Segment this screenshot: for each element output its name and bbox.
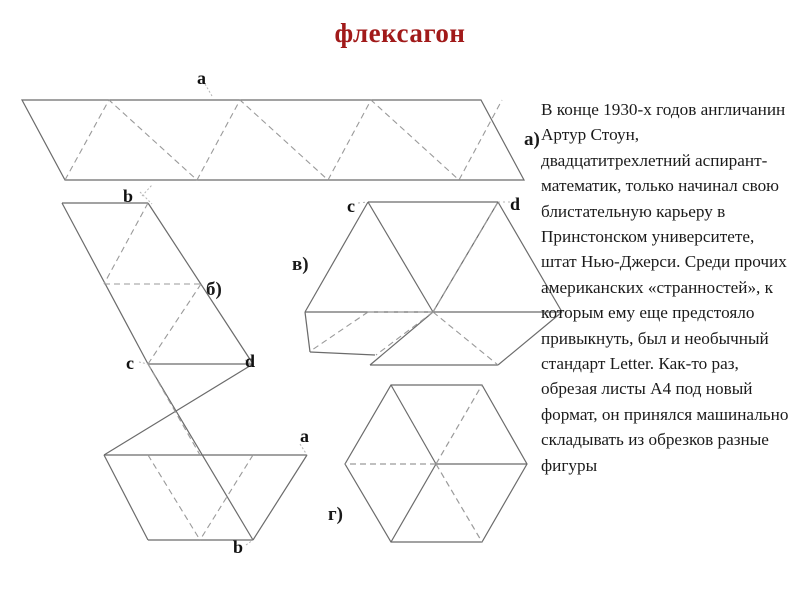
v-edge-down-left bbox=[370, 312, 433, 365]
leader-v-c bbox=[358, 202, 368, 203]
leader-fold-b2 bbox=[246, 540, 253, 545]
vertex-label-v-c: c bbox=[347, 196, 355, 216]
v-edge-flap-base bbox=[310, 352, 375, 355]
vertex-label-v-d: d bbox=[510, 194, 521, 214]
strip-fold-zigzag bbox=[65, 100, 502, 180]
hex-radius-se bbox=[436, 464, 482, 542]
leader-fold-b bbox=[140, 192, 152, 204]
figure-v-fold-lines bbox=[312, 202, 498, 365]
leader-strip-b bbox=[142, 185, 152, 196]
fold-dash-5 bbox=[148, 455, 200, 540]
vertex-label-fold-a2: a bbox=[300, 426, 309, 446]
figure-label-g: г) bbox=[328, 504, 343, 525]
figure-label-a: а) bbox=[524, 129, 540, 150]
fold-edge-left-3 bbox=[104, 455, 148, 540]
hex-radius-sw bbox=[391, 464, 436, 542]
fold-edge-left-2 bbox=[148, 364, 253, 540]
figure-label-b: б) bbox=[206, 279, 222, 300]
v-dash-5 bbox=[433, 312, 498, 365]
fold-dash-3 bbox=[148, 284, 201, 364]
strip-outline bbox=[22, 100, 524, 180]
figure-a-triangle-strip bbox=[22, 84, 524, 196]
vertex-label-fold-c: c bbox=[126, 353, 134, 373]
vertex-label-fold-b2: b bbox=[233, 537, 244, 557]
vertex-label-strip-a: a bbox=[197, 68, 206, 88]
leader-strip-a bbox=[205, 84, 212, 96]
v-edge-c-right bbox=[368, 202, 433, 312]
figure-b-folded-strip bbox=[62, 203, 307, 540]
fold-edge-mid bbox=[104, 364, 253, 455]
v-edge-c-left bbox=[305, 202, 368, 312]
figure-b-leaders bbox=[139, 192, 307, 545]
fold-edge-right-3 bbox=[253, 455, 307, 540]
fold-dash-4 bbox=[148, 364, 200, 455]
fold-dash-1 bbox=[104, 203, 148, 284]
hex-radius-ne bbox=[436, 385, 482, 464]
fold-edge-right-1 bbox=[148, 203, 253, 364]
figure-v-partly-folded bbox=[305, 202, 562, 365]
figure-g-hexagon bbox=[345, 385, 527, 542]
vertex-label-strip-b: b bbox=[123, 186, 134, 206]
hex-radius-nw bbox=[391, 385, 436, 464]
figure-label-v: в) bbox=[292, 254, 309, 275]
page-title: флексагон bbox=[334, 18, 466, 48]
vertex-label-fold-d: d bbox=[245, 351, 256, 371]
v-edge-flap-left bbox=[305, 312, 310, 352]
v-dash-4 bbox=[376, 312, 433, 355]
body-paragraph: В конце 1930-х годов англичанин Артур Стоун, двадцатитрехлетний аспирант-математик, только начинал свою блистательную карьеру в Принстонском университете, штат Нью-Джерси. Среди прочих американских «странностей», к которым ему еще предстояло привыкнуть, был и необычный стандарт Letter. Как-то раз, обрезая листы А4 под новый формат, он принялся машинально складывать из обрезков разные фигуры bbox=[541, 100, 793, 475]
v-dash-3 bbox=[312, 312, 368, 350]
